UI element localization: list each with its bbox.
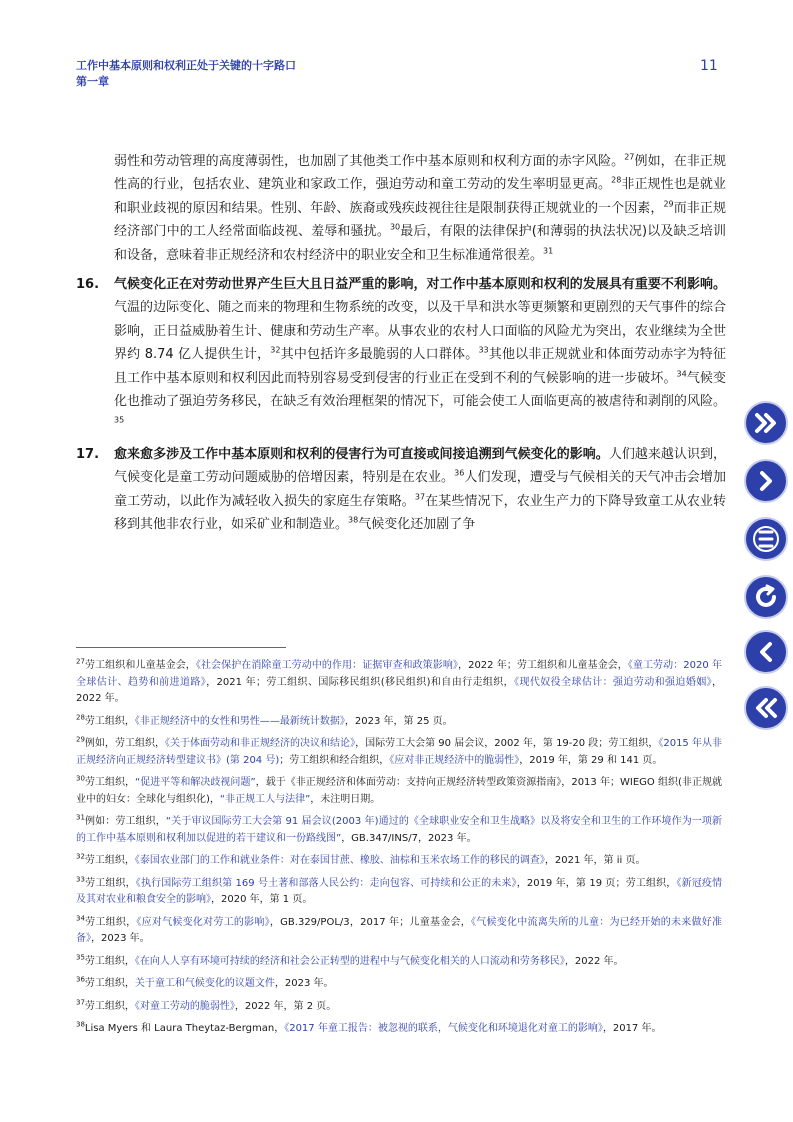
footnote [76, 1021, 722, 1038]
footnote-text: ，未注明日期。 [310, 793, 381, 805]
footnote-text: 劳工组织， [84, 855, 135, 866]
footnote-link[interactable]: 《2015 年从非正规经济向正规经济转型建议书》(第 204 号) [76, 738, 722, 766]
previous-icon[interactable] [744, 630, 788, 674]
paragraph-continued: 弱性和劳动管理的高度薄弱性，也加剧了其他类工作中基本原则和权利方面的赤字风险。$^{27}$例如，在非正规性高的行业，包括农业、建筑业和家政工作，强迫劳动和童工劳动的发生率明显更高。$^{28}$非正规性也是就业和职业歧视的原因和结果。性别、年龄、族裔或残疾歧视往往是限制获得正规就业的一个因素，$^{29}$而非正规经济部门中的工人经常面临歧视、羞辱和骚扰。$^{30}$最后，有限的法律保护(和薄弱的执法状况)以及缺乏培训和设备，意味着非正规经济和农村经济中的职业安全和卫生标准通常很差。$^{31}$ [114, 152, 726, 263]
footnote-text: 劳工组织， [84, 978, 135, 989]
footnote-link[interactable]: 《现代奴役全球估计：强迫劳动和强迫婚姻》 [514, 676, 713, 688]
footnote-text: ，2023 年。 [274, 978, 334, 989]
footnote-text: ，GB.347/INS/7，2023 年。 [341, 832, 477, 844]
footnote-link[interactable]: 《非正规经济中的女性和男性——最新统计数据》 [134, 715, 345, 727]
footnote-text: ，2022 年。 [564, 955, 624, 967]
footnote-number: 30 [76, 774, 85, 783]
footnote-number: 27 [76, 657, 85, 666]
footnote-divider [76, 647, 286, 648]
footnote [76, 714, 722, 731]
footnote-ref[interactable]: 30 [389, 222, 401, 232]
fast-forward-icon[interactable] [744, 401, 788, 445]
footnote-text: ，GB.329/POL/3，2017 年；儿童基金会， [269, 916, 471, 928]
paragraph-lead: 气候变化正在对劳动世界产生巨大且日益严重的影响，对工作中基本原则和权利的发展具有重要不利影响。 [114, 277, 726, 293]
footnote-ref[interactable]: 27 [624, 152, 635, 162]
footnote-text: 例如，劳工组织， [84, 738, 165, 749]
footnote-number: 36 [76, 975, 85, 984]
footnote-ref[interactable]: 28 [611, 176, 622, 186]
footnote-link[interactable]: 《应对气候变化对劳工的影响》 [136, 916, 270, 928]
footnote-text: ，2019 年，第 29 和 141 页。 [519, 754, 663, 766]
footnote-link[interactable]: “促进平等和解决歧视问题” [135, 777, 256, 788]
footnote-text: ，2021 年，第 ii 页。 [544, 855, 646, 866]
footnote-ref[interactable]: 38 [348, 515, 359, 525]
running-header [76, 58, 296, 90]
footnote-number: 34 [76, 914, 85, 923]
footnote-text: ，载于《非正规经济和体面劳动：支持向正规经济转型政策资源指南》，2013 年；WIEGO 组织(非正规就业中的妇女：全球化与组织化)， [76, 777, 722, 805]
footnote-number: 37 [76, 998, 85, 1007]
footnote-text: 例如：劳工组织， [84, 816, 166, 827]
footnote [76, 736, 722, 769]
footnote [76, 999, 722, 1016]
footnote-text: ，2022 年。 [76, 676, 723, 704]
footnote-text: 劳工组织， [84, 777, 136, 788]
page-number: 11 [700, 58, 718, 74]
footnote-link[interactable]: 《新冠疫情及其对农业和粮食安全的影响》 [76, 877, 723, 905]
footnotes [76, 658, 722, 1044]
paragraph-17: 17. 愈来愈多涉及工作中基本原则和权利的侵害行为可直接或间接追溯到气候变化的影响。人们越来越认识到，气候变化是童工劳动问题威胁的倍增因素，特别是在农业。$^{36}$人们发现，遭受与气候相关的天气冲击会增加童工劳动，以此作为减轻收入损失的家庭生存策略。$^{37}$在某些情况下，农业生产力的下降导致童工从农业转移到其他非农行业，如采矿业和制造业。$^{38}$气候变化还加剧了争 [76, 443, 726, 537]
footnote-text: ，国际劳工大会第 90 届会议，2002 年，第 19-20 段；劳工组织， [355, 738, 659, 749]
paragraph-number: 16. [76, 277, 100, 293]
footnote-number: 32 [76, 852, 85, 861]
rewind-icon[interactable] [744, 686, 788, 730]
footnote-link[interactable]: 《执行国际劳工组织第 169 号土著和部落人民公约：走向包容、可持续和公正的未来》 [135, 877, 517, 889]
footnote-text: 劳工组织， [84, 1000, 135, 1012]
document-title: 工作中基本原则和权利正处于关键的十字路口 [76, 59, 296, 72]
footnote-link[interactable]: 《应对非正规经济中的脆弱性》 [389, 754, 520, 766]
footnote-link[interactable]: “关于审议国际劳工大会第 91 届会议(2003 年)通过的《全球职业安全和卫生战略》以及将安全和卫生的工作环境作为一项新的工作中基本原则和权利加以促进的若干建议和一份路线图” [76, 816, 723, 844]
footnote [76, 954, 722, 971]
footnote-link[interactable]: 关于童工和气候变化的议题文件 [134, 978, 275, 989]
footnote-text: ，2022 年，第 2 页。 [234, 1000, 337, 1012]
footnote-ref[interactable]: 37 [414, 492, 426, 502]
footnote-text: 劳工组织和儿童基金会， [84, 660, 196, 671]
footnote [76, 814, 722, 847]
footnote [76, 775, 722, 808]
footnote-text: ；劳工组织和经合组织， [279, 754, 390, 766]
footnote-link[interactable]: 《童工劳动：2020 年全球估计、趋势和前进道路》 [76, 660, 722, 688]
footnote-number: 38 [76, 1020, 85, 1029]
footnote-link[interactable]: 《在向人人享有环境可持续的经济和社会公正转型的进程中与气候变化相关的人口流动和劳务移民》 [134, 955, 565, 967]
footnote-text: 劳工组织， [84, 955, 135, 967]
footnote-link[interactable]: 《对童工劳动的脆弱性》 [134, 1000, 235, 1012]
footnote-ref[interactable]: 32 [270, 345, 281, 355]
footnote [76, 853, 722, 870]
chapter-label: 第一章 [76, 75, 109, 88]
footnote-ref[interactable]: 34 [676, 369, 687, 379]
footnote-number: 33 [76, 875, 85, 884]
paragraph-number: 17. [76, 446, 100, 462]
next-icon[interactable] [744, 459, 788, 503]
footnote-link[interactable]: “非正规工人与法律” [219, 793, 311, 805]
footnote-link[interactable]: 《2017 年童工报告：被忽视的联系，气候变化和环境退化对童工的影响》 [284, 1023, 603, 1034]
footnote-number: 35 [76, 953, 85, 962]
footnote-text: ，2021 年；劳工组织、国际移民组织(移民组织)和自由行走组织， [206, 676, 515, 688]
footnote-text: Lisa Myers 和 Laura Theytaz-Bergman， [84, 1023, 285, 1034]
footnote-ref[interactable]: 29 [663, 199, 674, 209]
footnote [76, 876, 722, 909]
footnote-number: 29 [76, 735, 85, 744]
footnote-link[interactable]: 《关于体面劳动和非正规经济的决议和结论》 [164, 738, 356, 749]
footnote-link[interactable]: 《泰国农业部门的工作和就业条件：对在泰国甘蔗、橡胶、油棕和玉米农场工作的移民的调查》 [134, 855, 545, 866]
footnote-text: ，2020 年，第 1 页。 [211, 894, 313, 905]
footnote-text: 劳工组织， [84, 916, 137, 928]
paragraph-16: 16. 气候变化正在对劳动世界产生巨大且日益严重的影响，对工作中基本原则和权利的发展具有重要不利影响。气温的边际变化、随之而来的物理和生物系统的改变，以及干旱和洪水等更频繁和更剧烈的天气事件的综合影响，正日益威胁着生计、健康和劳动生产率。从事农业的农村人口面临的风险尤为突出，农业继续为全世界约 8.74 亿人提供生计，$^{32}$其中包括许多最脆弱的人口群体。$^{33}$其他以非正规就业和体面劳动赤字为特征且工作中基本原则和权利因此而特别容易受到侵害的行业正在受到不利的气候影响的进一步破坏。$^{34}$气候变化也推动了强迫劳务移民，在缺乏有效治理框架的情况下，可能会使工人面临更高的被虐待和剥削的风险。$^{35}$ [76, 273, 726, 437]
footnote-ref[interactable]: 31 [543, 246, 554, 256]
footnote-text: ，2017 年。 [602, 1023, 662, 1034]
footnote-text: 劳工组织， [84, 877, 136, 889]
footnote-text: ，2019 年，第 19 页；劳工组织， [516, 877, 677, 889]
footnote-ref[interactable]: 35 [114, 416, 125, 426]
footnote-text: ，2023 年，第 25 页。 [344, 715, 453, 727]
footnote-link[interactable]: 《气候变化中流离失所的儿童：为已经开始的未来做好准备》 [76, 916, 722, 944]
footnote [76, 976, 722, 993]
refresh-icon[interactable] [744, 575, 788, 619]
footnote-number: 28 [76, 713, 85, 722]
footnote-number: 31 [76, 813, 85, 822]
footnote-text: ，2023 年。 [91, 933, 150, 944]
footnote-link[interactable]: 《社会保护在消除童工劳动中的作用：证据审查和政策影响》 [195, 660, 458, 671]
footnote-text: 劳工组织， [84, 715, 135, 727]
footnote-ref[interactable]: 33 [478, 345, 489, 355]
paragraph-lead: 愈来愈多涉及工作中基本原则和权利的侵害行为可直接或间接追溯到气候变化的影响。 [114, 446, 609, 462]
footnote-text: ，2022 年；劳工组织和儿童基金会， [458, 660, 628, 671]
menu-icon[interactable] [744, 517, 788, 561]
main-text [76, 150, 726, 543]
footnote [76, 658, 722, 708]
footnote-ref[interactable]: 36 [454, 468, 465, 478]
footnote [76, 915, 722, 948]
